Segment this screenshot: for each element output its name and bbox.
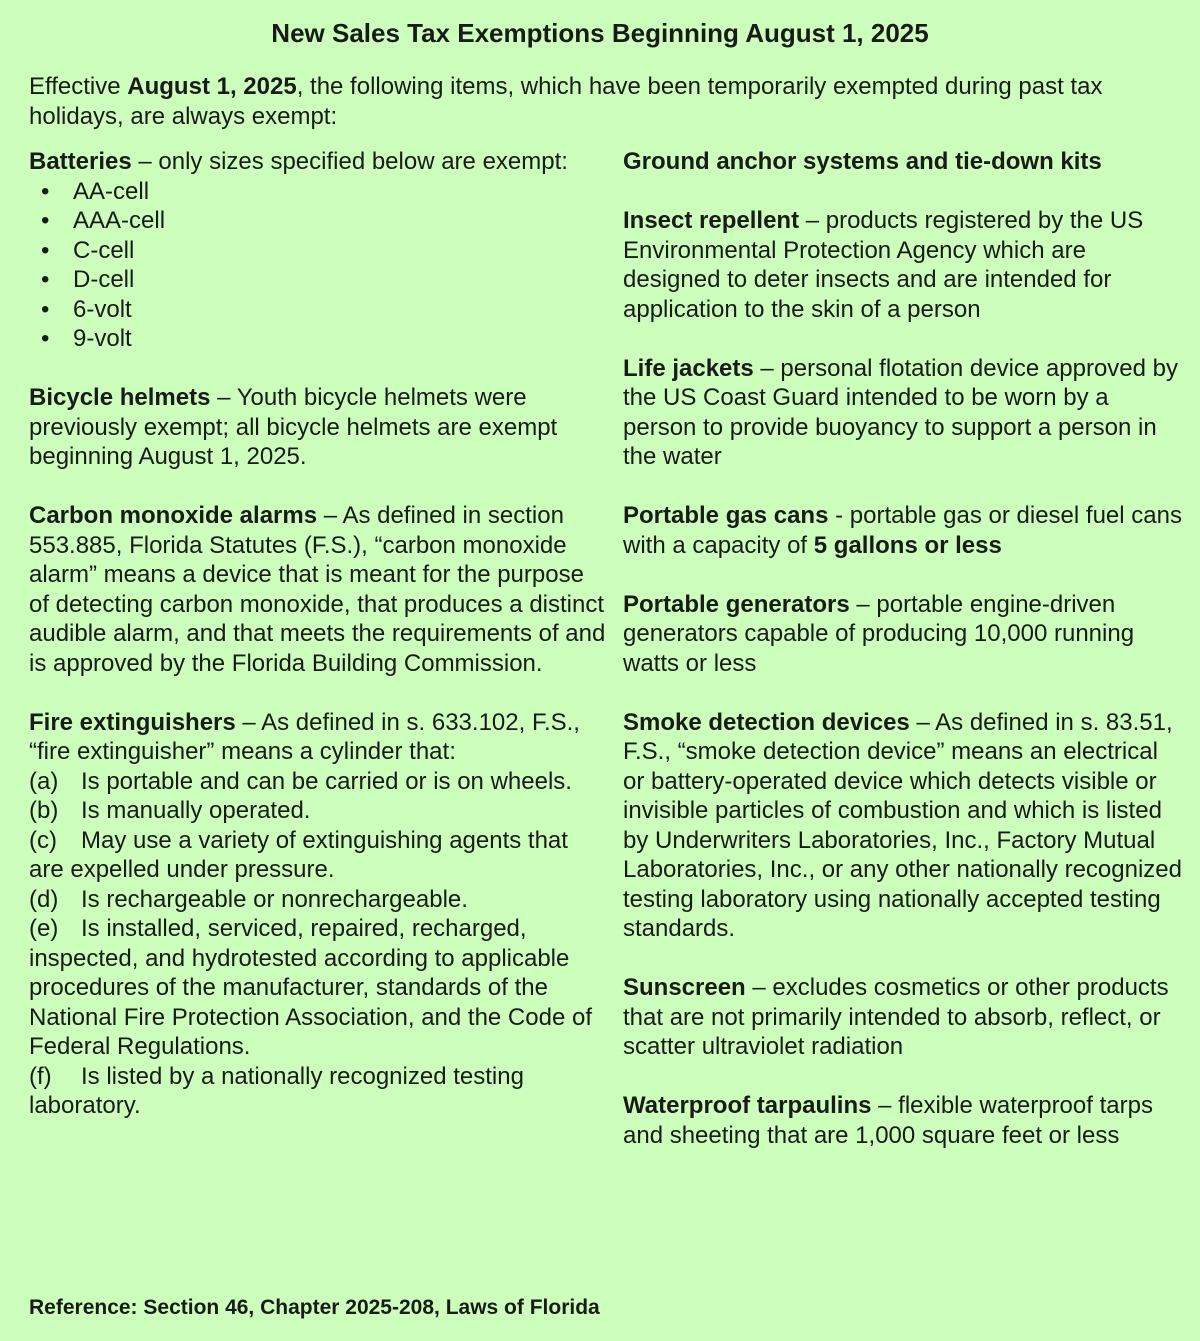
battery-size-list bbox=[29, 177, 609, 354]
batteries-desc: – only sizes specified below are exempt: bbox=[131, 148, 568, 175]
list-item: • 9-volt bbox=[29, 324, 609, 354]
tarpaulins-term: Waterproof tarpaulins bbox=[623, 1092, 872, 1119]
criteria-label: (b) bbox=[29, 797, 59, 824]
generators-desc: – portable engine-driven generators capable of producing 10,000 running watts or less bbox=[623, 590, 1135, 677]
insect-repellent-term: Insect repellent bbox=[623, 207, 800, 234]
criteria-text: Is rechargeable or nonrechargeable. bbox=[81, 885, 468, 913]
sunscreen-term: Sunscreen bbox=[623, 974, 746, 1001]
criteria-text: Is installed, serviced, repaired, recharged, inspected, and hydrotested according to applicable procedures of the manufacturer, standards of the National Fire Protection Association, and the Code of Federal Regulations. bbox=[29, 915, 592, 1060]
list-item: • 6-volt bbox=[29, 295, 609, 325]
entry-portable-generators bbox=[623, 590, 1183, 708]
right-column bbox=[623, 147, 1183, 1150]
list-item: • AA-cell bbox=[29, 177, 609, 207]
criteria-label: (f) bbox=[29, 1062, 52, 1090]
intro-suffix: , the following items, which have been temporarily exempted during past tax holidays, are always exempt: bbox=[29, 73, 1103, 130]
smoke-detection-term: Smoke detection devices bbox=[623, 708, 910, 736]
intro-prefix: Effective bbox=[29, 73, 128, 100]
batteries-term: Batteries bbox=[29, 148, 132, 175]
entry-bicycle-helmets bbox=[29, 383, 609, 501]
list-item: • C-cell bbox=[29, 236, 609, 266]
smoke-detection-desc: – As defined in s. 83.51, F.S., “smoke detection device” means an electrical or battery-operated device which detects visible or invisible particles of combustion and which is listed by Underwriters Laboratories, Inc., Factory Mutual Laboratories, Inc., or any other nationally recognized testing laboratory using nationally accepted testing standards. bbox=[623, 708, 1182, 942]
page-title: New Sales Tax Exemptions Beginning August 1, 2025 bbox=[271, 18, 929, 48]
bicycle-helmets-term: Bicycle helmets bbox=[29, 384, 211, 411]
co-alarms-desc: – As defined in section 553.885, Florida Statutes (F.S.), “carbon monoxide alarm” means a device that is meant for the purpose of detecting carbon monoxide, that produces a distinct audible alarm, and that meets the requirements of and is approved by the Florida Building Commission. bbox=[29, 502, 606, 677]
life-jackets-desc: – personal flotation device approved by the US Coast Guard intended to be worn by a person to provide buoyancy to support a person in the water bbox=[623, 354, 1179, 470]
fire-extinguishers-term: Fire extinguishers bbox=[29, 708, 236, 736]
entry-batteries bbox=[29, 147, 609, 383]
co-alarms-term: Carbon monoxide alarms bbox=[29, 502, 318, 529]
gas-cans-desc: - portable gas or diesel fuel cans with a capacity of bbox=[623, 502, 1182, 559]
entry-smoke-detection bbox=[623, 708, 1183, 974]
tarpaulins-desc: – flexible waterproof tarps and sheeting that are 1,000 square feet or less bbox=[623, 1092, 1153, 1149]
criteria-label: (d) bbox=[29, 885, 59, 913]
list-item: • D-cell bbox=[29, 265, 609, 295]
entry-insect-repellent bbox=[623, 206, 1183, 354]
intro-date: August 1, 2025 bbox=[127, 73, 297, 100]
criteria-label: (a) bbox=[29, 767, 59, 795]
criteria-label: (e) bbox=[29, 915, 59, 942]
entry-sunscreen bbox=[623, 973, 1183, 1091]
entry-life-jackets bbox=[623, 354, 1183, 502]
fire-extinguishers-desc: – As defined in s. 633.102, F.S., “fire extinguisher” means a cylinder that: bbox=[29, 708, 580, 765]
reference-footer: Reference: Section 46, Chapter 2025-208, Laws of Florida bbox=[29, 1296, 600, 1319]
criteria-text: May use a variety of extinguishing agents that are expelled under pressure. bbox=[29, 826, 568, 883]
gas-cans-term: Portable gas cans bbox=[623, 502, 829, 529]
criteria-item bbox=[29, 796, 609, 826]
entry-portable-gas-cans bbox=[623, 501, 1183, 590]
criteria-item bbox=[29, 767, 609, 797]
insect-repellent-desc: – products registered by the US Environmental Protection Agency which are designed to deter insects and are intended for application to the skin of a person bbox=[623, 207, 1144, 323]
sunscreen-desc: – excludes cosmetics or other products that are not primarily intended to absorb, reflect, or scatter ultraviolet radiation bbox=[623, 974, 1169, 1060]
life-jackets-term: Life jackets bbox=[623, 354, 754, 382]
criteria-text: Is portable and can be carried or is on wheels. bbox=[81, 767, 572, 795]
criteria-item bbox=[29, 1062, 609, 1121]
criteria-text: Is manually operated. bbox=[81, 797, 311, 824]
generators-term: Portable generators bbox=[623, 590, 850, 618]
left-column bbox=[29, 147, 609, 1121]
entry-ground-anchor bbox=[623, 147, 1183, 206]
intro-paragraph bbox=[29, 72, 1149, 132]
list-item: • AAA-cell bbox=[29, 206, 609, 236]
criteria-label: (c) bbox=[29, 826, 57, 854]
gas-cans-emph: 5 gallons or less bbox=[813, 531, 1002, 559]
bicycle-helmets-desc: – Youth bicycle helmets were previously exempt; all bicycle helmets are exempt beginning August 1, 2025. bbox=[29, 384, 558, 470]
criteria-item bbox=[29, 826, 609, 885]
criteria-item bbox=[29, 914, 609, 1062]
entry-waterproof-tarpaulins bbox=[623, 1091, 1183, 1150]
criteria-text: Is listed by a nationally recognized testing laboratory. bbox=[29, 1062, 524, 1119]
entry-carbon-monoxide-alarms bbox=[29, 501, 609, 708]
entry-fire-extinguishers bbox=[29, 708, 609, 1121]
ground-anchor-term: Ground anchor systems and tie-down kits bbox=[623, 148, 1102, 175]
criteria-item bbox=[29, 885, 609, 915]
